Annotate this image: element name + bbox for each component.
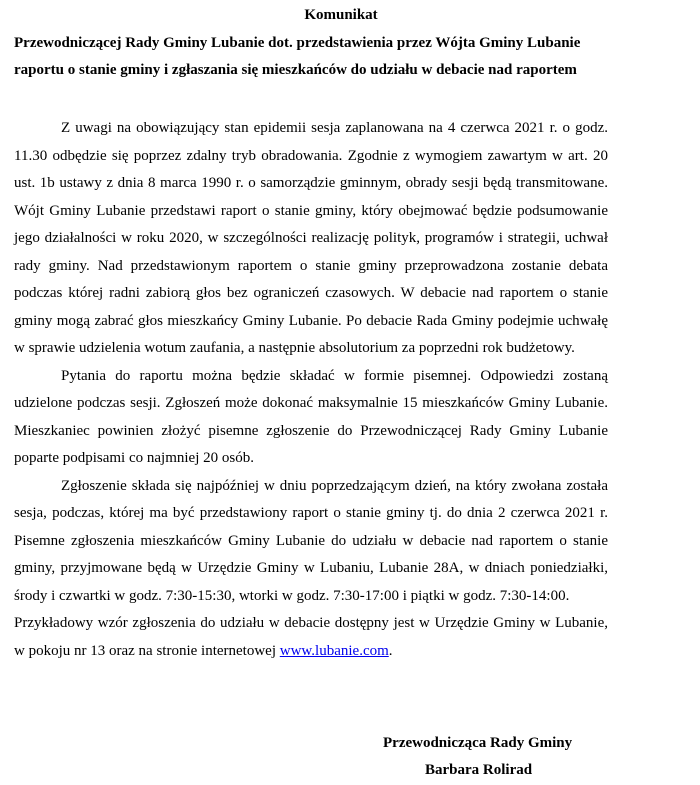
signature-block: [383, 733, 603, 780]
signature-name: Barbara Rolirad: [425, 762, 533, 778]
document-title: Komunikat: [304, 7, 378, 23]
document-body: [14, 115, 608, 665]
paragraph-questions: Pytania do raportu można będzie składać w formie pisemnej. Odpowiedzi zostaną udzielone podczas sesji. Zgłoszeń może dokonać maksymalnie 15 mieszkańców Gminy Lubanie. Mieszkaniec powinien złożyć pisemne zgłoszenie do Przewodniczącej Rady Gminy Lubanie poparte podpisami co najmniej 20 osób.: [14, 367, 608, 466]
document-subtitle-line-1: Przewodniczącej Rady Gminy Lubanie dot. przedstawienia przez Wójta Gminy Lubanie: [14, 35, 581, 51]
form-availability-suffix: .: [388, 642, 393, 659]
paragraph-form-availability: [14, 610, 608, 665]
document: [14, 0, 608, 665]
website-link[interactable]: www.lubanie.com: [279, 642, 389, 659]
paragraph-registration: Zgłoszenie składa się najpóźniej w dniu poprzedzającym dzień, na który zwołana została sesja, podczas, której ma być przedstawiony raport o stanie gminy tj. do dnia 2 czerwca 2021 r. Pisemne zgłoszenia mieszkańców Gminy Lubanie do udziału w debacie nad raportem o stanie gminy, przyjmowane będą w Urzędzie Gminy w Lubaniu, Lubanie 28A, w dniach poniedziałki, środy i czwartki w godz. 7:30-15:30, wtorki w godz. 7:30-17:00 i piątki w godz. 7:30-14:00.: [14, 477, 608, 604]
paragraph-session-info: Z uwagi na obowiązujący stan epidemii sesja zaplanowana na 4 czerwca 2021 r. o godz. 11.30 odbędzie się poprzez zdalny tryb obradowania. Zgodnie z wymogiem zawartym w art. 20 ust. 1b ustawy z dnia 8 marca 1990 r. o samorządzie gminnym, obrady sesji będą transmitowane. Wójt Gminy Lubanie przedstawi raport o stanie gminy, który obejmować będzie podsumowanie jego działalności w roku 2020, w szczególności realizację polityk, programów i strategii, uchwał rady gminy. Nad przedstawionym raportem o stanie gminy przeprowadzona zostanie debata podczas której radni zabiorą głos bez ograniczeń czasowych. W debacie nad raportem o stanie gminy mogą zabrać głos mieszkańcy Gminy Lubanie. Po debacie Rada Gminy podejmie uchwałę w sprawie udzielenia wotum zaufania, a następnie absolutorium za poprzedni rok budżetowy.: [14, 120, 608, 356]
form-availability-text: Przykładowy wzór zgłoszenia do udziału w debacie dostępny jest w Urzędzie Gminy w Lubanie, w pokoju nr 13 oraz na stronie internetowej: [14, 615, 608, 659]
signature-role: Przewodnicząca Rady Gminy: [383, 735, 573, 751]
document-subtitle-line-2: raportu o stanie gminy i zgłaszania się mieszkańców do udziału w debacie nad raportem: [14, 62, 577, 78]
